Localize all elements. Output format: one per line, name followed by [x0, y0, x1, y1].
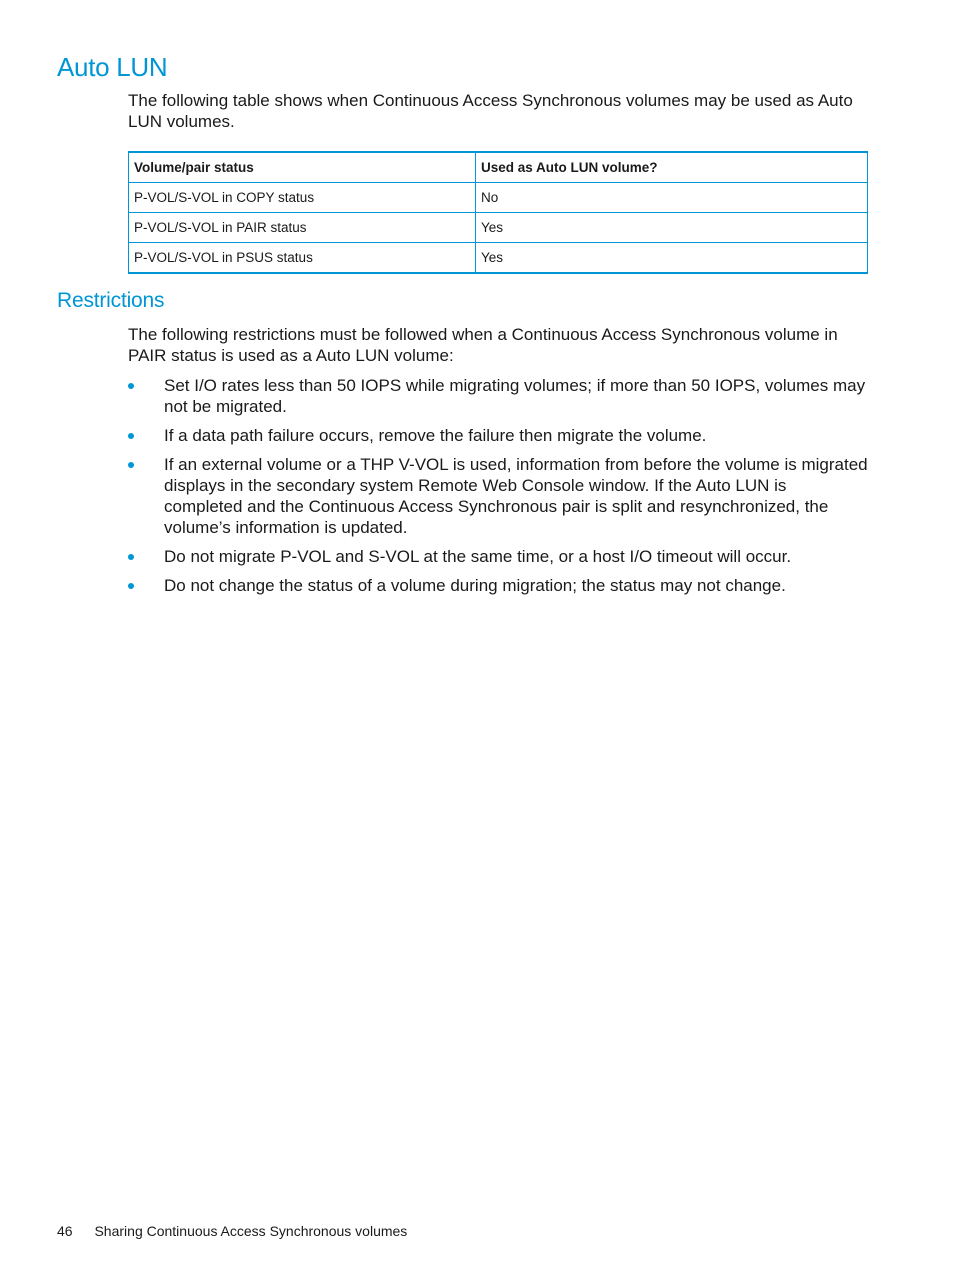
list-item-text: If an external volume or a THP V-VOL is used, information from before the volume is migrated displays in the secondary system Remote Web Console window. If the Auto LUN is completed and the Continuous Access Synchronous pair is split and resynchronized, the volume’s information is updated. [164, 455, 868, 537]
table-cell: Yes [476, 243, 868, 274]
auto-lun-table [128, 151, 868, 274]
table-row [129, 243, 868, 274]
bullet-icon [128, 383, 134, 389]
list-item [128, 425, 868, 446]
footer-title: Sharing Continuous Access Synchronous volumes [94, 1223, 408, 1239]
list-item [128, 575, 868, 596]
table-cell: Yes [476, 213, 868, 243]
page-footer [57, 1223, 407, 1239]
list-item [128, 454, 868, 538]
restrictions-intro: The following restrictions must be followed when a Continuous Access Synchronous volume in PAIR status is used as a Auto LUN volume: [128, 325, 838, 365]
table-header-row [129, 152, 868, 183]
list-item-text: Do not migrate P-VOL and S-VOL at the same time, or a host I/O timeout will occur. [164, 547, 792, 566]
list-item [128, 546, 868, 567]
list-item-text: Set I/O rates less than 50 IOPS while migrating volumes; if more than 50 IOPS, volumes may not be migrated. [164, 376, 866, 416]
list-item-text: Do not change the status of a volume during migration; the status may not change. [164, 576, 786, 595]
bullet-icon [128, 554, 134, 560]
table-cell: No [476, 183, 868, 213]
table-row [129, 183, 868, 213]
table-cell: P-VOL/S-VOL in COPY status [129, 183, 476, 213]
bullet-icon [128, 462, 134, 468]
section-intro: The following table shows when Continuous Access Synchronous volumes may be used as Auto LUN volumes. [128, 91, 853, 131]
section-title: Auto LUN [57, 52, 168, 82]
list-item [128, 375, 868, 417]
table-cell: P-VOL/S-VOL in PSUS status [129, 243, 476, 274]
table-header-cell: Volume/pair status [129, 152, 476, 183]
table-row [129, 213, 868, 243]
bullet-icon [128, 433, 134, 439]
restrictions-list [128, 375, 868, 604]
page-number: 46 [57, 1223, 73, 1239]
list-item-text: If a data path failure occurs, remove the failure then migrate the volume. [164, 426, 707, 445]
bullet-icon [128, 583, 134, 589]
restrictions-title: Restrictions [57, 289, 165, 312]
table-header-cell: Used as Auto LUN volume? [476, 152, 868, 183]
table-cell: P-VOL/S-VOL in PAIR status [129, 213, 476, 243]
